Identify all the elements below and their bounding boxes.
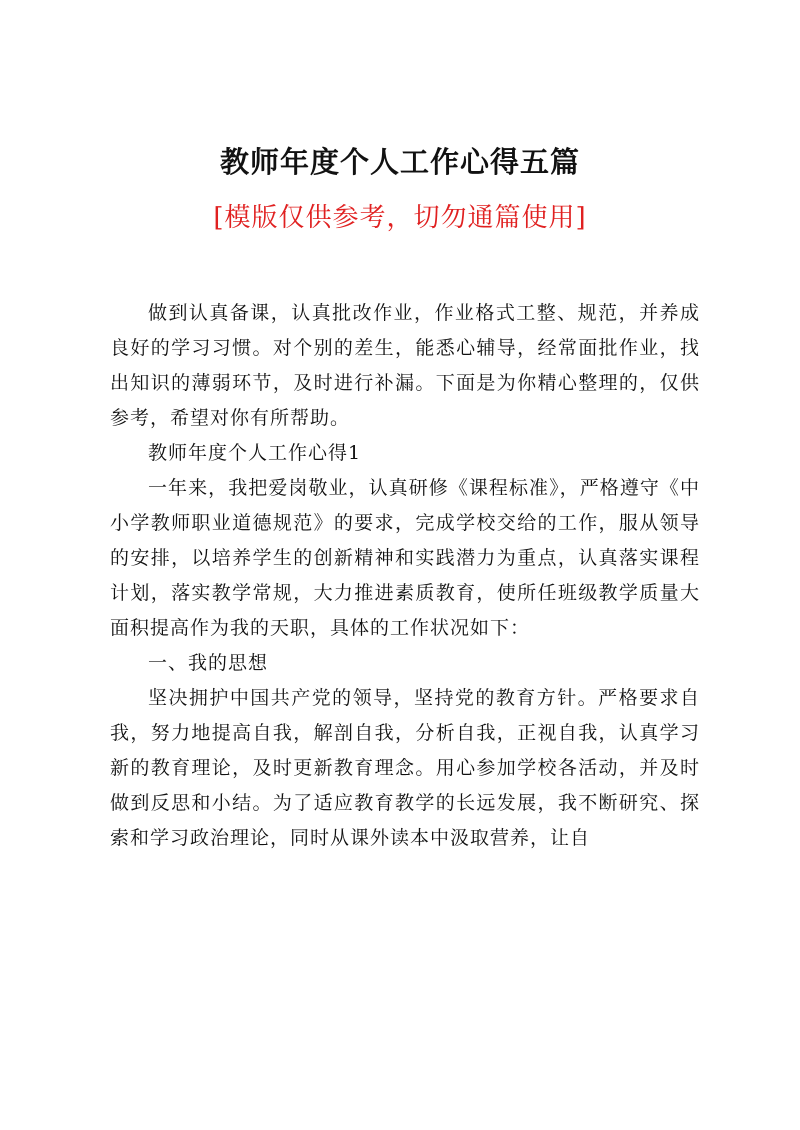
body-paragraph: 坚决拥护中国共产党的领导，坚持党的教育方针。严格要求自我，努力地提高自我，解剖自我，分析自我，正视自我，认真学习新的教育理论，及时更新教育理念。用心参加学校各活动，并及时做到反思和小结。为了适应教育教学的长远发展，我不断研究、探索和学习政治理论，同时从课外读本中汲取营养，让自 xyxy=(110,687,700,849)
template-disclaimer: [模版仅供参考，切勿通篇使用] xyxy=(213,203,587,233)
document-body xyxy=(110,296,700,856)
intro-paragraph: 做到认真备课，认真批改作业，作业格式工整、规范，并养成良好的学习习惯。对个别的差生，能悉心辅导，经常面批作业，找出知识的薄弱环节，及时进行补漏。下面是为你精心整理的，仅供参考，希望对你有所帮助。 xyxy=(110,302,700,429)
subsection-heading: 一、我的思想 xyxy=(148,652,269,674)
body-paragraph: 一年来，我把爱岗敬业，认真研修《课程标准》，严格遵守《中小学教师职业道德规范》的要求，完成学校交给的工作，服从领导的安排，以培养学生的创新精神和实践潜力为重点，认真落实课程计划，落实教学常规，大力推进素质教育，使所任班级教学质量大面积提高作为我的天职，具体的工作状况如下： xyxy=(110,477,700,639)
section-heading: 教师年度个人工作心得1 xyxy=(148,442,362,464)
document-title: 教师年度个人工作心得五篇 xyxy=(219,145,580,179)
